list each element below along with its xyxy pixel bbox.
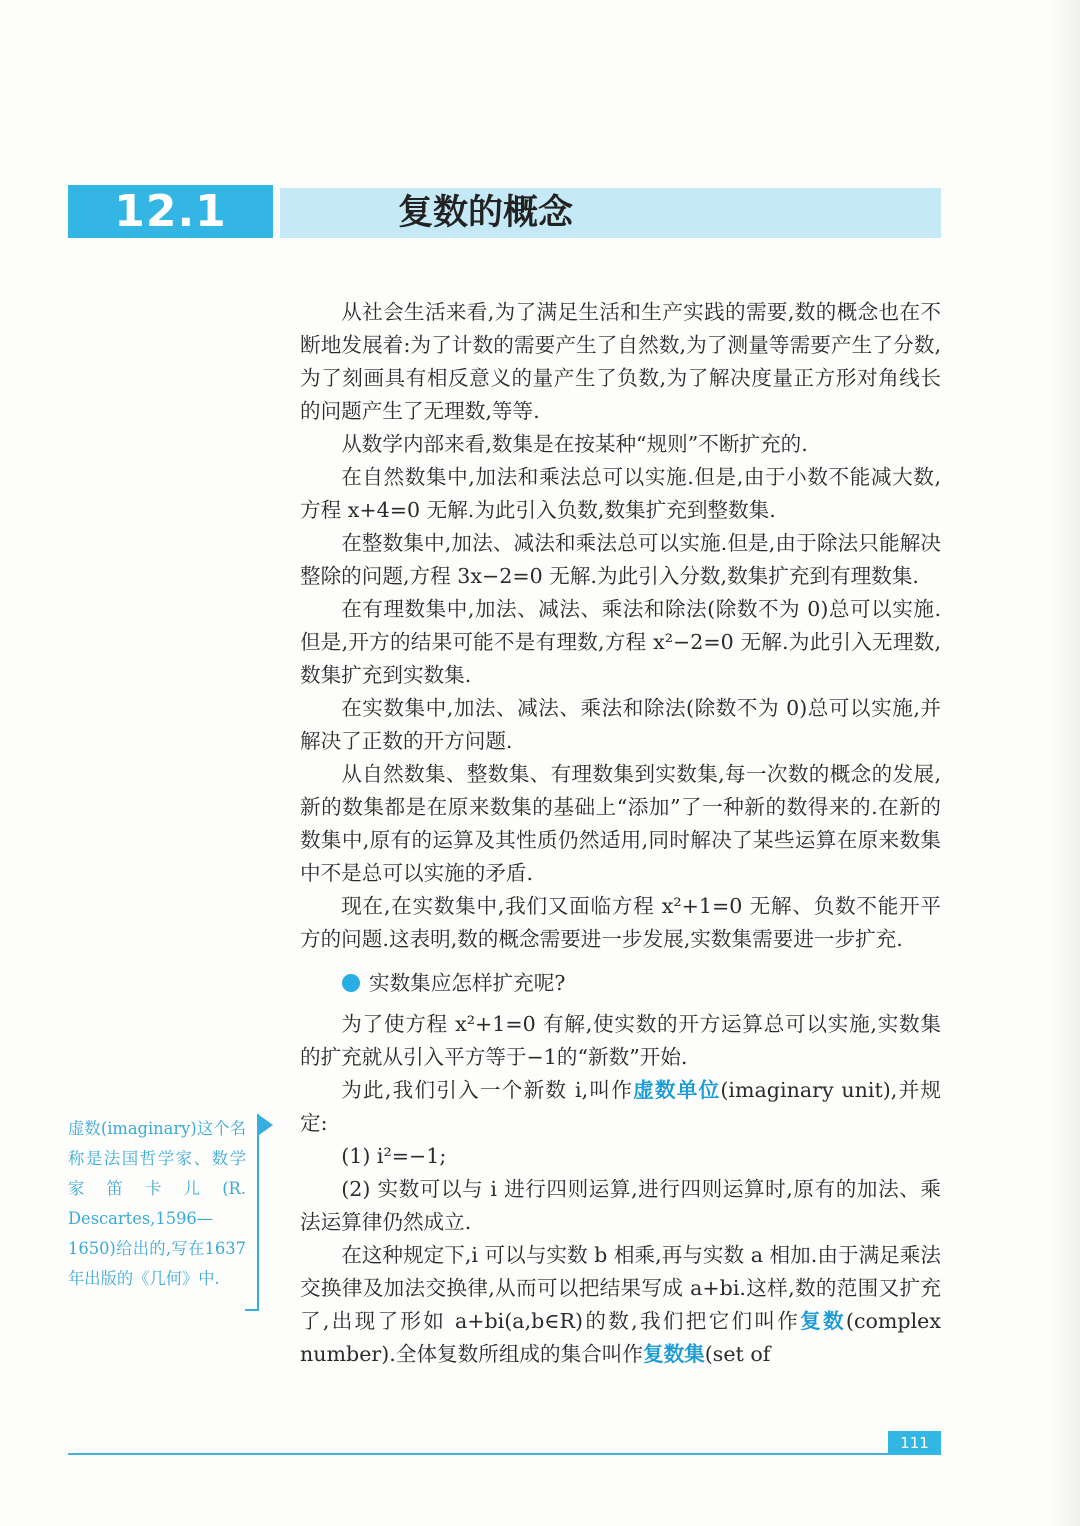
paragraph: 在有理数集中,加法、减法、乘法和除法(除数不为 0)总可以实施.但是,开方的结果可能不是有理数,方程 x²−2=0 无解.为此引入无理数,数集扩充到实数集. [300, 597, 941, 687]
keyword-complex-number: 复数 [800, 1309, 846, 1333]
rule-1: (1) i²=−1; [341, 1144, 447, 1168]
note-bracket-foot [245, 1309, 259, 1311]
paragraph: 现在,在实数集中,我们又面临方程 x²+1=0 无解、负数不能开平方的问题.这表明,数的概念需要进一步发展,实数集需要进一步扩充. [300, 894, 941, 951]
page-edge-shadow [1046, 0, 1080, 1526]
paragraph-imaginary-unit [300, 1074, 941, 1140]
paragraph: 在实数集中,加法、减法、乘法和除法(除数不为 0)总可以实施,并解决了正数的开方问题. [300, 696, 941, 753]
paragraph: 从数学内部来看,数集是在按某种“规则”不断扩充的. [341, 432, 808, 456]
section-header [68, 185, 942, 239]
paragraph: 在自然数集中,加法和乘法总可以实施.但是,由于小数不能减大数,方程 x+4=0 无解.为此引入负数,数集扩充到整数集. [300, 465, 941, 522]
section-title: 复数的概念 [398, 192, 574, 233]
note-bracket [257, 1114, 259, 1311]
text-segment: (set of [704, 1342, 771, 1366]
main-content [300, 296, 941, 1371]
keyword-imaginary-unit: 虚数单位 [633, 1078, 721, 1102]
section-title-bar [280, 188, 941, 238]
text-segment: (imaginary unit),并规定: [300, 1078, 941, 1135]
question-text: 实数集应怎样扩充呢? [369, 971, 566, 995]
text-segment: 为此,我们引入一个新数 i,叫作 [341, 1078, 634, 1102]
sidebar-note: 虚数(imaginary)这个名称是法国哲学家、数学家笛卡儿(R. Descartes,1596—1650)给出的,写在1637年出版的《几何》中. [68, 1119, 246, 1288]
question-line [342, 964, 941, 1002]
paragraph: 为了使方程 x²+1=0 有解,使实数的开方运算总可以实施,实数集的扩充就从引入平方等于−1的“新数”开始. [300, 1012, 941, 1069]
note-arrow-icon [259, 1115, 273, 1135]
keyword-complex-set: 复数集 [642, 1342, 705, 1366]
text-segment: 在这种规定下,i 可以与实数 b 相乘,再与实数 a 相加.由于满足乘法交换律及加法交换律,从而可以把结果写成 a+bi.这样,数的范围又扩充了,出现了形如 a+bi(a,b∈R)的数,我们把它们叫作 [300, 1243, 941, 1333]
rule-2: (2) 实数可以与 i 进行四则运算,进行四则运算时,原有的加法、乘法运算律仍然成立. [300, 1177, 941, 1234]
paragraph: 从自然数集、整数集、有理数集到实数集,每一次数的概念的发展,新的数集都是在原来数集的基础上“添加”了一种新的数得来的.在新的数集中,原有的运算及其性质仍然适用,同时解决了某些运算在原来数集中不是总可以实施的矛盾. [300, 762, 941, 885]
section-number: 12.1 [68, 185, 273, 238]
footer-rule [68, 1453, 941, 1455]
paragraph: 从社会生活来看,为了满足生活和生产实践的需要,数的概念也在不断地发展着:为了计数的需要产生了自然数,为了测量等需要产生了分数,为了刻画具有相反意义的量产生了负数,为了解决度量正方形对角线长的问题产生了无理数,等等. [300, 300, 941, 423]
bullet-dot-icon [342, 974, 360, 992]
page-number: 111 [888, 1431, 941, 1455]
paragraph-complex [300, 1239, 941, 1371]
paragraph: 在整数集中,加法、减法和乘法总可以实施.但是,由于除法只能解决整除的问题,方程 3x−2=0 无解.为此引入分数,数集扩充到有理数集. [300, 531, 941, 588]
text-segment: (complex number).全体复数所组成的集合叫作 [300, 1309, 941, 1366]
